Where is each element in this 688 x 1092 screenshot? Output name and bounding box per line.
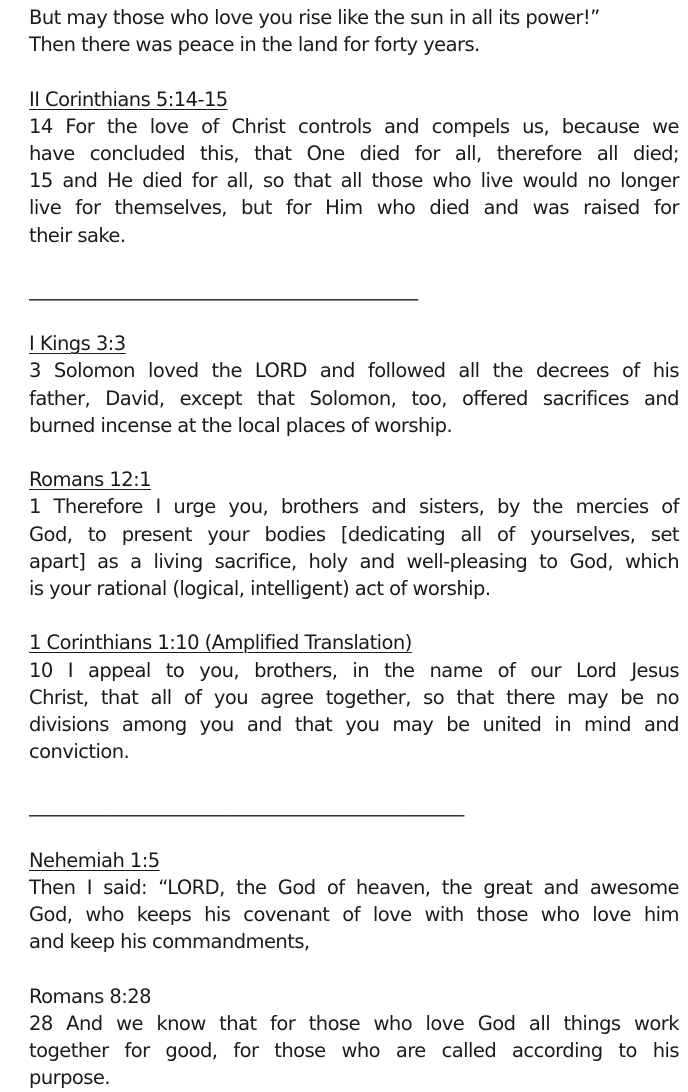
passage-line: 28 And we know that for those who love God all things work <box>29 1011 679 1035</box>
scripture-page <box>29 4 679 1092</box>
verse-reference: II Corinthians 5:14-15 <box>29 87 228 111</box>
section-divider: _______________________________________________ <box>29 794 464 818</box>
passage-romans-8 <box>29 983 679 1092</box>
verse-reference: 1 Corinthians 1:10 (Amplified Translation) <box>29 631 412 655</box>
passage-line: their sake. <box>29 223 126 247</box>
passage-line: But may those who love you rise like the sun in all its power!” <box>29 6 600 29</box>
passage-line: is your rational (logical, intelligent) act of worship. <box>29 576 491 600</box>
passage-line: live for themselves, but for Him who died and was raised for <box>29 196 679 220</box>
intro-passage <box>29 4 679 58</box>
passage-line: 3 Solomon loved the LORD and followed all the decrees of his <box>29 359 679 383</box>
verse-reference: Nehemiah 1:5 <box>29 848 160 872</box>
passage-romans-12 <box>29 466 679 602</box>
passage-line: have concluded this, that One died for all, therefore all died; <box>29 141 679 165</box>
passage-line: Then I said: “LORD, the God of heaven, the great and awesome <box>29 876 679 899</box>
passage-line: Then there was peace in the land for forty years. <box>29 33 480 57</box>
section-divider: __________________________________________ <box>29 277 418 301</box>
passage-2-corinthians-5 <box>29 86 679 249</box>
passage-line: burned incense at the local places of worship. <box>29 413 453 437</box>
passage-line: God, who keeps his covenant of love with those who love him <box>29 903 679 927</box>
passage-line: and keep his commandments, <box>29 930 310 954</box>
passage-line: conviction. <box>29 740 130 764</box>
passage-line: 1 Therefore I urge you, brothers and sisters, by the mercies of <box>29 495 679 519</box>
passage-line: Christ, that all of you agree together, so that there may be no <box>29 685 679 709</box>
passage-line: God, to present your bodies [dedicating all of yourselves, set <box>29 522 679 546</box>
passage-line: 14 For the love of Christ controls and compels us, because we <box>29 114 679 138</box>
passage-line: father, David, except that Solomon, too, offered sacrifices and <box>29 386 679 410</box>
passage-line: 15 and He died for all, so that all those who live would no longer <box>29 169 679 193</box>
verse-reference: Romans 8:28 <box>29 984 152 1008</box>
verse-reference: I Kings 3:3 <box>29 332 126 356</box>
passage-line: divisions among you and that you may be united in mind and <box>29 712 679 736</box>
passage-nehemiah-1 <box>29 847 679 956</box>
passage-1-corinthians-1 <box>29 629 679 765</box>
passage-line: 10 I appeal to you, brothers, in the name of our Lord Jesus <box>29 658 679 682</box>
passage-line: purpose. <box>29 1066 111 1090</box>
passage-line: apart] as a living sacrifice, holy and well-pleasing to God, which <box>29 549 679 573</box>
verse-reference: Romans 12:1 <box>29 468 152 492</box>
passage-1-kings-3 <box>29 330 679 439</box>
passage-line: together for good, for those who are called according to his <box>29 1039 679 1063</box>
